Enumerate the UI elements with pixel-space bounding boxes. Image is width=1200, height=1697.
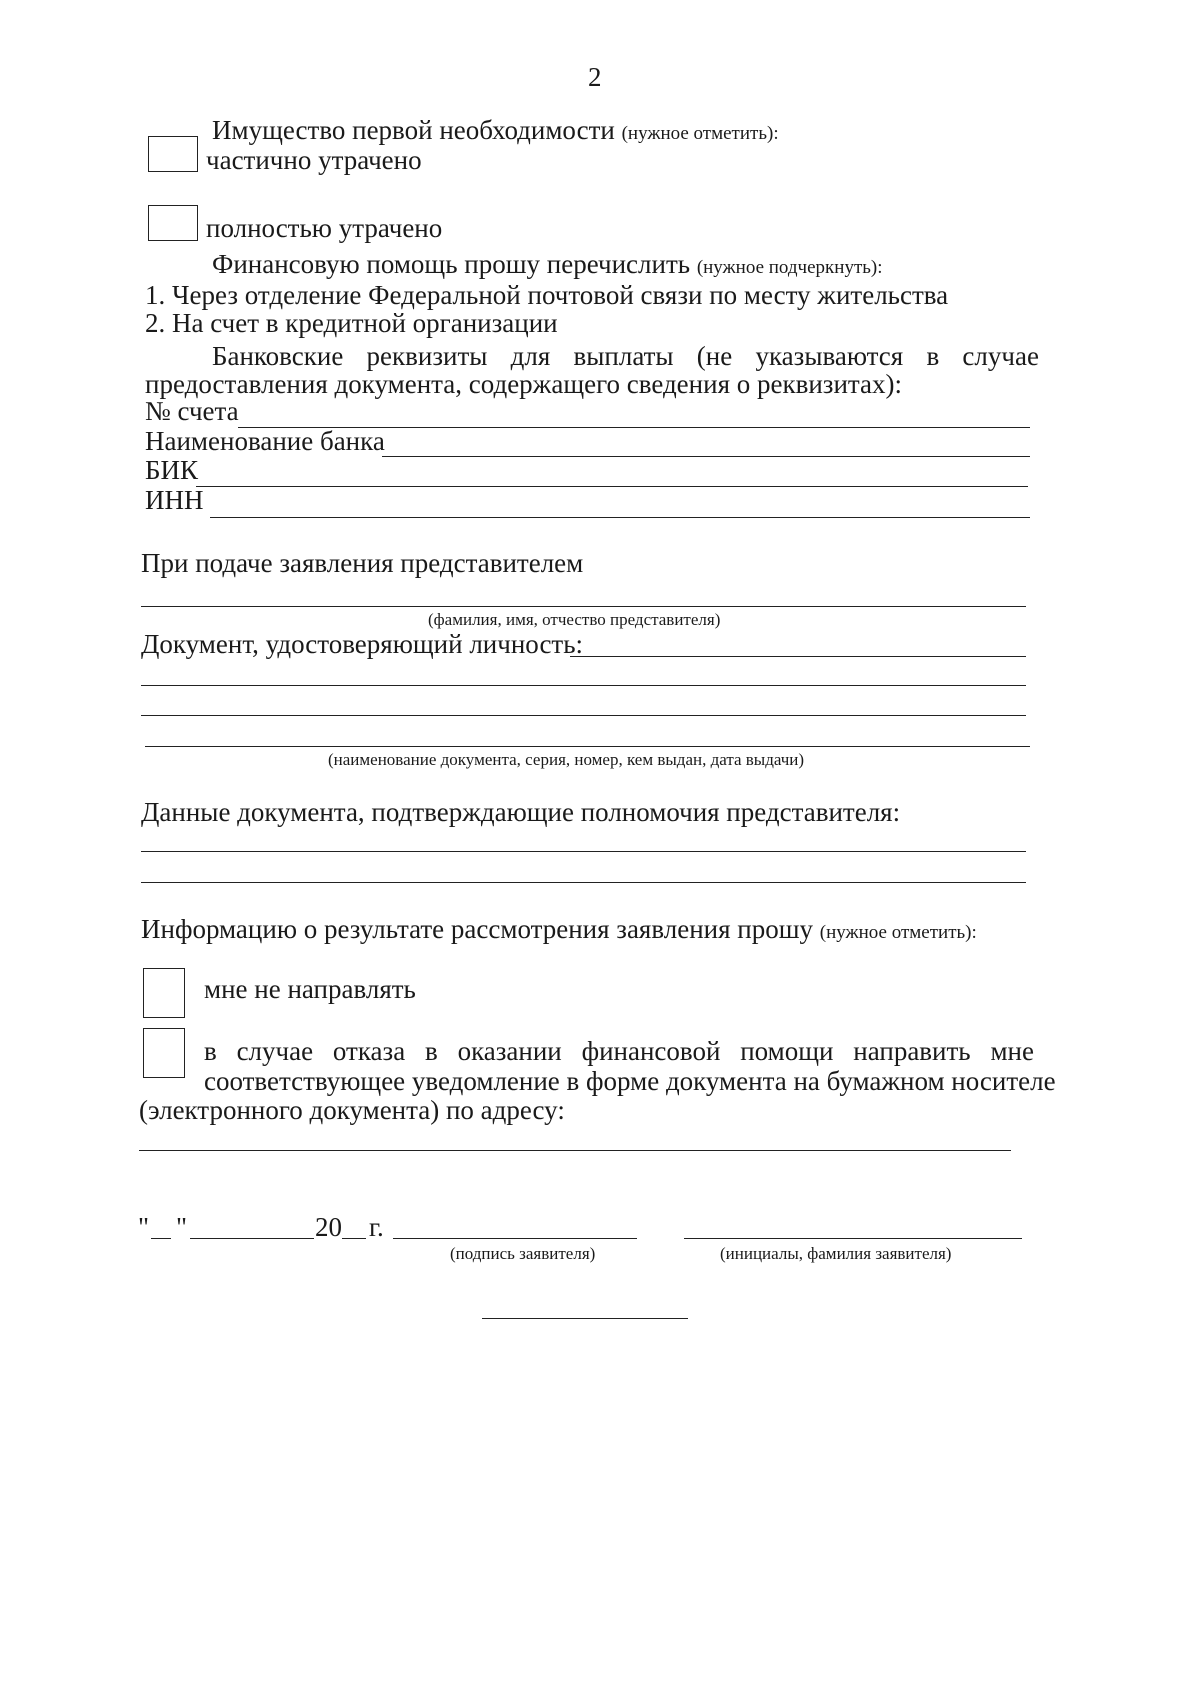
checkbox-full-loss[interactable]	[148, 205, 198, 241]
option-refusal-word: отказа	[332, 1036, 406, 1066]
id-document-line-2[interactable]	[141, 685, 1026, 686]
signature-caption: (подпись заявителя)	[450, 1244, 596, 1263]
option-do-not-send-label: мне не направлять	[204, 974, 416, 1004]
representative-name-caption: (фамилия, имя, отчество представителя)	[428, 610, 721, 629]
result-heading-note: (нужное отметить):	[819, 922, 977, 943]
property-heading-note: (нужное отметить):	[621, 123, 779, 144]
result-heading	[141, 914, 977, 948]
authority-document-label: Данные документа, подтверждающие полномочия представителя:	[141, 797, 901, 827]
transfer-heading-note: (нужное подчеркнуть):	[696, 257, 883, 278]
bank-intro-word: в	[926, 341, 940, 371]
id-document-line-3[interactable]	[141, 715, 1026, 716]
bank-name-field[interactable]	[382, 456, 1030, 457]
transfer-heading-text: Финансовую помощь прошу перечислить	[212, 249, 691, 279]
transfer-heading	[212, 249, 883, 283]
inn-field[interactable]	[210, 517, 1030, 518]
bank-intro-word: случае	[962, 341, 1039, 371]
authority-document-line-2[interactable]	[141, 882, 1026, 883]
bank-name-label: Наименование банка	[145, 426, 385, 456]
bank-intro-word: выплаты	[573, 341, 674, 371]
checkbox-send-on-refusal[interactable]	[143, 1028, 185, 1078]
option-refusal-word: помощи	[740, 1036, 834, 1066]
address-field[interactable]	[139, 1150, 1011, 1151]
end-separator	[482, 1318, 688, 1319]
property-heading-text: Имущество первой необходимости	[212, 115, 615, 145]
bank-intro-word: Банковские	[212, 341, 344, 371]
date-quote-close: "	[176, 1212, 188, 1242]
id-document-label: Документ, удостоверяющий личность:	[141, 629, 584, 659]
transfer-option-bank[interactable]: 2. На счет в кредитной организации	[145, 308, 558, 338]
bank-intro-word: указываются	[755, 341, 904, 371]
option-refusal-word: в	[425, 1036, 438, 1066]
signature-field[interactable]	[393, 1238, 637, 1239]
checkbox-partial-loss[interactable]	[148, 136, 198, 172]
id-document-line-4[interactable]	[145, 746, 1030, 747]
bik-field[interactable]	[196, 486, 1028, 487]
transfer-option-post[interactable]: 1. Через отделение Федеральной почтовой связи по месту жительства	[145, 280, 949, 310]
bank-intro-word: (не	[696, 341, 733, 371]
option-refusal-word: в	[204, 1036, 217, 1066]
option-refusal-word: мне	[990, 1036, 1034, 1066]
account-label: № счета	[145, 396, 239, 426]
date-quote-open: "	[138, 1212, 150, 1242]
option-full-loss-label: полностью утрачено	[206, 213, 443, 243]
option-refusal-line1	[204, 1036, 1034, 1066]
option-refusal-word: оказании	[457, 1036, 562, 1066]
result-heading-text: Информацию о результате рассмотрения заявления прошу	[141, 914, 814, 944]
id-document-caption: (наименование документа, серия, номер, кем выдан, дата выдачи)	[328, 750, 805, 769]
authority-document-line-1[interactable]	[141, 851, 1026, 852]
date-month-field[interactable]	[190, 1238, 314, 1239]
option-refusal-word: финансовой	[581, 1036, 721, 1066]
bik-label: БИК	[145, 455, 199, 485]
representative-heading: При подаче заявления представителем	[141, 548, 584, 578]
date-year-field[interactable]	[342, 1238, 366, 1239]
bank-intro-word: для	[510, 341, 551, 371]
date-year-prefix: 20	[315, 1212, 342, 1242]
applicant-name-field[interactable]	[684, 1238, 1022, 1239]
option-refusal-word: случае	[236, 1036, 314, 1066]
page-number: 2	[588, 62, 602, 92]
inn-label: ИНН	[145, 485, 204, 515]
applicant-name-caption: (инициалы, фамилия заявителя)	[720, 1244, 952, 1263]
bank-intro-line1	[212, 341, 1039, 371]
id-document-field[interactable]	[570, 656, 1026, 657]
date-day-field[interactable]	[151, 1238, 171, 1239]
bank-intro-line2: предоставления документа, содержащего сведения о реквизитах):	[145, 369, 903, 399]
date-year-suffix: г.	[369, 1212, 384, 1242]
option-refusal-line3: (электронного документа) по адресу:	[139, 1095, 565, 1125]
representative-name-field[interactable]	[141, 606, 1026, 607]
checkbox-do-not-send[interactable]	[143, 968, 185, 1018]
bank-intro-word: реквизиты	[366, 341, 488, 371]
option-partial-loss-label: частично утрачено	[206, 145, 422, 175]
option-refusal-word: направить	[853, 1036, 971, 1066]
option-refusal-line2: соответствующее уведомление в форме документа на бумажном носителе	[204, 1066, 1056, 1096]
property-heading	[212, 115, 779, 149]
